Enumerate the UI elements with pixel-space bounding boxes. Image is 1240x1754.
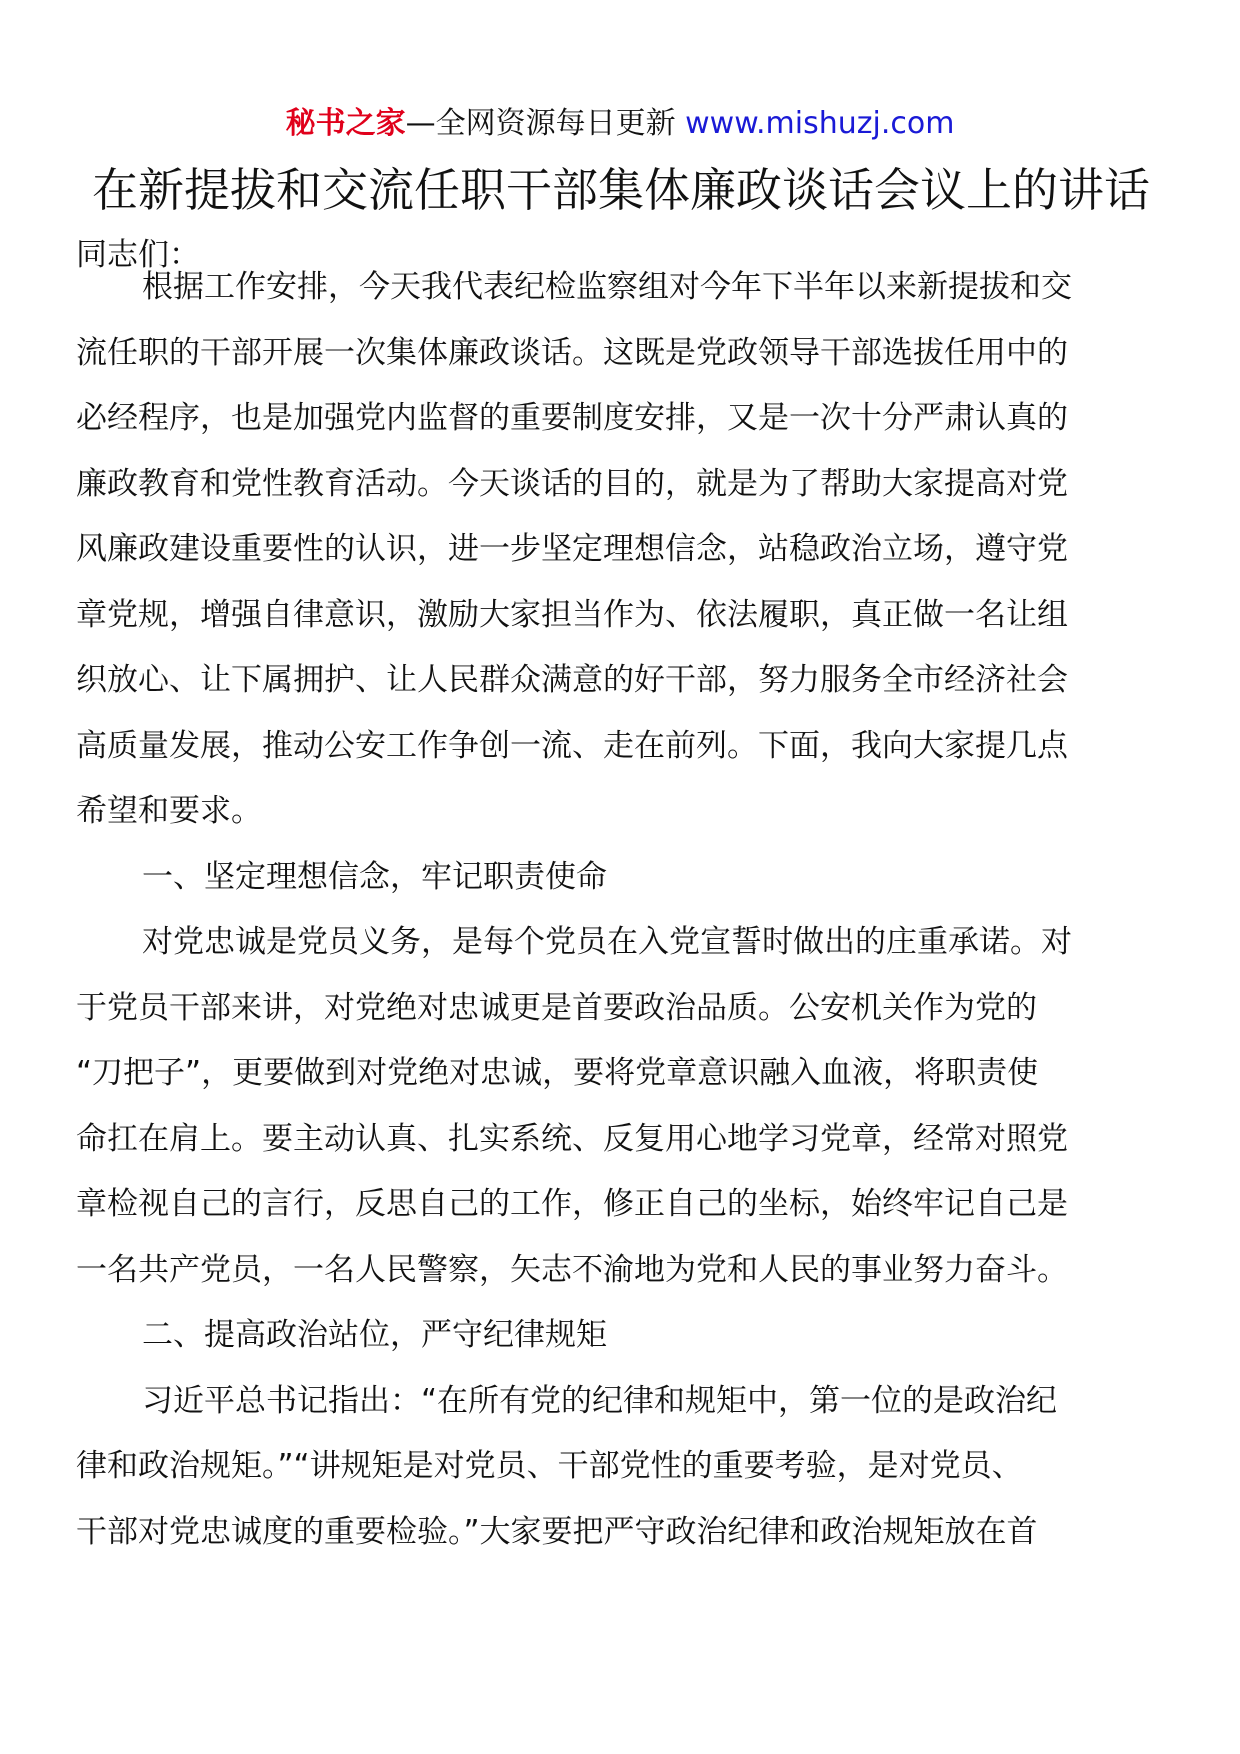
paragraph-line: 于党员干部来讲，对党绝对忠诚更是首要政治品质。公安机关作为党的: [76, 989, 1037, 1026]
paragraph-line: 对党忠诚是党员义务，是每个党员在入党宣誓时做出的庄重承诺。对: [142, 924, 1072, 960]
paragraph-line: 章党规，增强自律意识，激励大家担当作为、依法履职，真正做一名让组: [76, 596, 1068, 633]
section-heading-1: 一、坚定理想信念，牢记职责使命: [142, 858, 607, 895]
paragraph-line: 习近平总书记指出：“在所有党的纪律和规矩中，第一位的是政治纪: [142, 1382, 1058, 1419]
paragraph-line: 干部对党忠诚度的重要检验。”大家要把严守政治纪律和政治规矩放在首: [76, 1513, 1038, 1550]
paragraph-line: 根据工作安排，今天我代表纪检监察组对今年下半年以来新提拔和交: [142, 269, 1072, 305]
site-header-banner: [0, 104, 1240, 144]
paragraph-line: 命扛在肩上。要主动认真、扎实系统、反复用心地学习党章，经常对照党: [76, 1120, 1068, 1157]
paragraph-line: 流任职的干部开展一次集体廉政谈话。这既是党政领导干部选拔任用中的: [76, 334, 1068, 371]
paragraph-line: 一名共产党员，一名人民警察，矢志不渝地为党和人民的事业努力奋斗。: [76, 1251, 1068, 1288]
paragraph-line: 希望和要求。: [76, 793, 262, 829]
paragraph-line: 织放心、让下属拥护、让人民群众满意的好干部，努力服务全市经济社会: [76, 662, 1068, 698]
brand-name: 秘书之家: [285, 106, 406, 141]
document-title: 在新提拔和交流任职干部集体廉政谈话会议上的讲话: [92, 163, 1150, 217]
paragraph-line: 高质量发展，推动公安工作争创一流、走在前列。下面，我向大家提几点: [76, 727, 1068, 764]
section-heading-2: 二、提高政治站位，严守纪律规矩: [142, 1317, 607, 1353]
header-tagline: —全网资源每日更新: [405, 106, 676, 141]
site-url-link[interactable]: www.mishuzj.com: [685, 106, 955, 141]
document-body: [76, 255, 1156, 1565]
paragraph-line: 廉政教育和党性教育活动。今天谈话的目的，就是为了帮助大家提高对党: [76, 465, 1068, 502]
paragraph-line: 必经程序，也是加强党内监督的重要制度安排，又是一次十分严肃认真的: [76, 400, 1068, 436]
paragraph-line: “刀把子”，更要做到对党绝对忠诚，要将党章意识融入血液，将职责使: [76, 1055, 1039, 1091]
paragraph-line: 章检视自己的言行，反思自己的工作，修正自己的坐标，始终牢记自己是: [76, 1186, 1068, 1222]
salutation: 同志们：: [76, 237, 200, 273]
paragraph-line: 律和政治规矩。”“讲规矩是对党员、干部党性的重要考验，是对党员、: [76, 1448, 1023, 1484]
paragraph-line: 风廉政建设重要性的认识，进一步坚定理想信念，站稳政治立场，遵守党: [76, 531, 1068, 567]
